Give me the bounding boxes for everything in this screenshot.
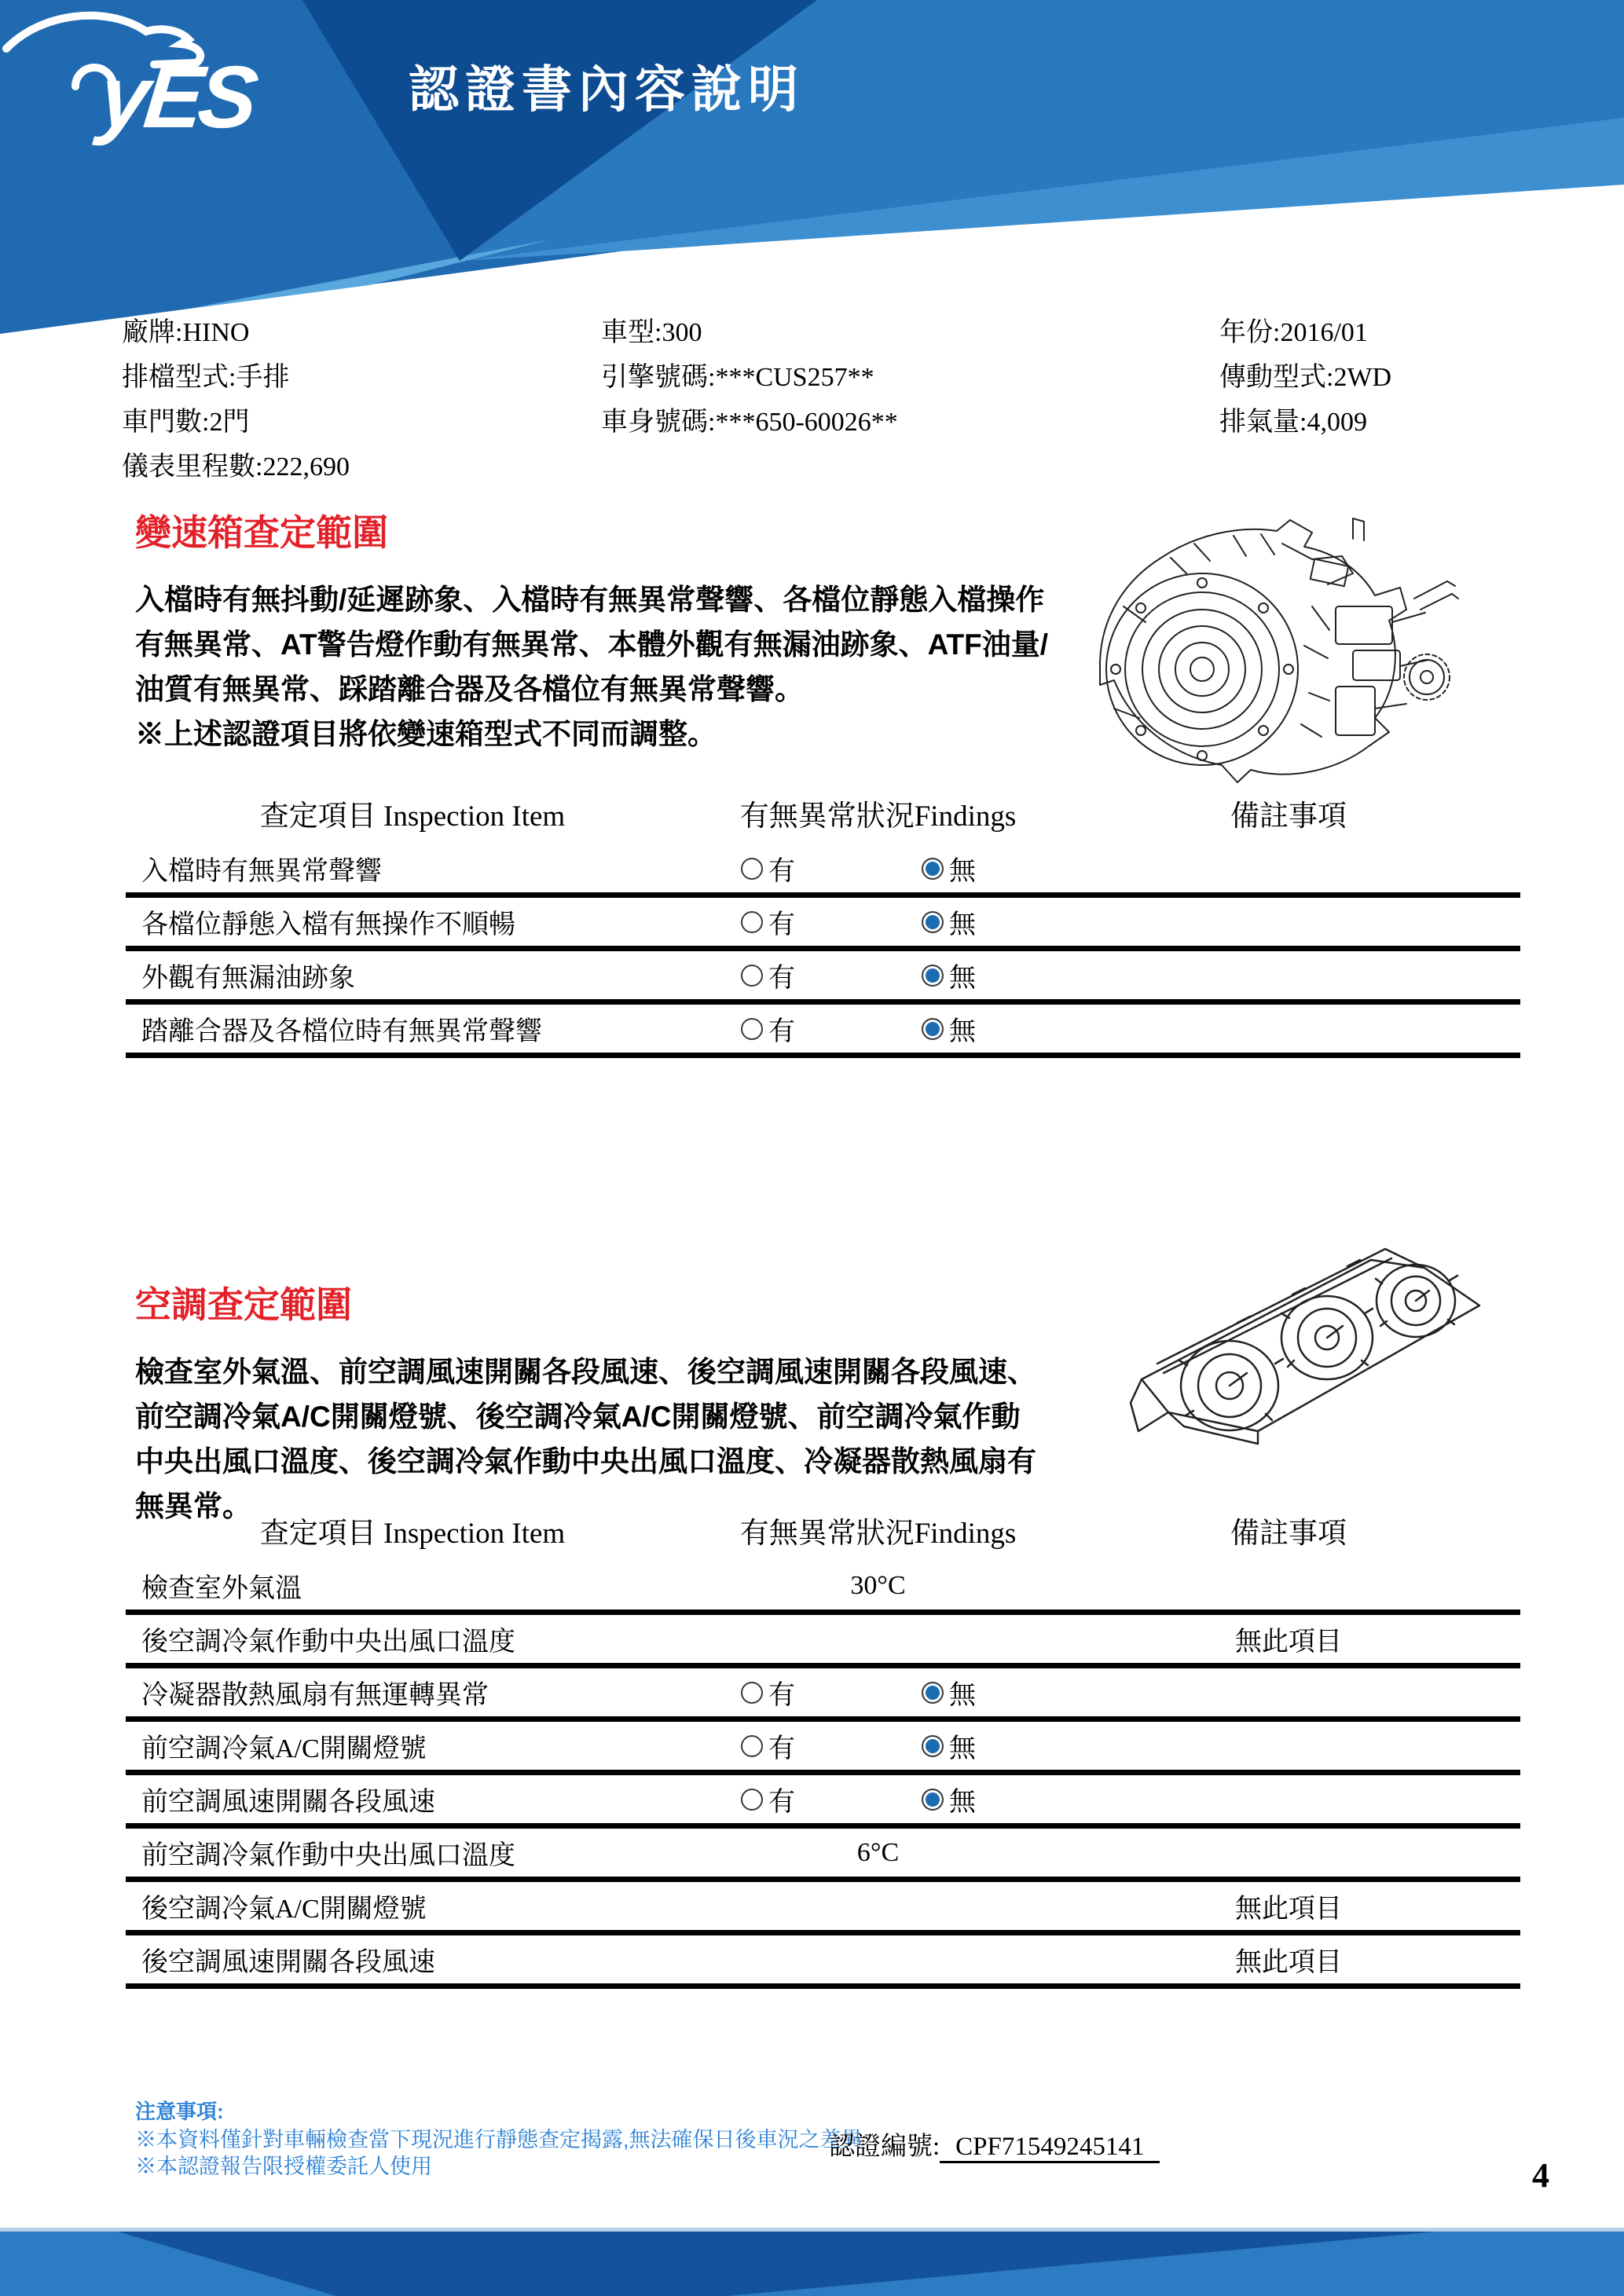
row-item-label: 前空調風速開關各段風速 xyxy=(141,1788,435,1817)
radio-circle-yes xyxy=(741,965,763,987)
table-row xyxy=(126,1005,1520,1058)
radio-label-no: 無 xyxy=(949,1681,976,1710)
table-row xyxy=(126,1882,1520,1935)
finding-value: 30°C xyxy=(850,1570,906,1600)
row-item-label: 前空調冷氣作動中央出風口溫度 xyxy=(141,1841,515,1870)
radio-option-no xyxy=(922,1005,976,1053)
radio-label-no: 無 xyxy=(949,1734,976,1763)
row-item-label: 冷凝器散熱風扇有無運轉異常 xyxy=(141,1681,489,1710)
transmission-line-drawing xyxy=(1076,512,1461,783)
radio-circle-yes xyxy=(741,1018,763,1040)
transmission-section-title: 變速箱查定範圍 xyxy=(135,512,388,553)
radio-option-no xyxy=(922,844,976,892)
remark-value: 無此項目 xyxy=(1235,1948,1342,1977)
ac-control-line-drawing xyxy=(1112,1225,1505,1461)
desc-line: 中央出風口溫度、後空調冷氣作動中央出風口溫度、冷凝器散熱風扇有 xyxy=(135,1445,1036,1478)
radio-option-yes xyxy=(741,844,795,892)
radio-option-yes xyxy=(741,951,795,999)
header-inspection-item: 查定項目 Inspection Item xyxy=(259,800,566,833)
table-row xyxy=(126,1722,1520,1775)
radio-circle-yes xyxy=(741,1735,763,1757)
ac-table-header xyxy=(126,1499,1520,1562)
radio-circle-yes xyxy=(741,911,763,933)
remark-value: 無此項目 xyxy=(1235,1628,1342,1657)
radio-label-no: 無 xyxy=(949,1788,976,1817)
radio-circle-no-selected xyxy=(922,858,944,880)
table-row xyxy=(126,1562,1520,1615)
radio-option-yes xyxy=(741,1668,795,1716)
desc-line: 前空調冷氣A/C開關燈號、後空調冷氣A/C開關燈號、前空調冷氣作動 xyxy=(135,1401,1021,1433)
desc-line: 無異常。 xyxy=(135,1490,251,1522)
radio-label-no: 無 xyxy=(949,964,976,993)
row-item-label: 踏離合器及各檔位時有無異常聲響 xyxy=(141,1017,542,1046)
radio-option-no xyxy=(922,1668,976,1716)
header-findings: 有無異常狀況Findings xyxy=(739,800,1017,833)
car-silhouette-icon xyxy=(0,0,220,118)
radio-circle-no-selected xyxy=(922,1682,944,1704)
header-remark: 備註事項 xyxy=(1230,800,1347,833)
table-row xyxy=(126,844,1520,898)
vehicle-info-col3 xyxy=(1219,313,1391,447)
certificate-number-value: CPF71549245141 xyxy=(940,2133,1160,2163)
table-row xyxy=(126,1615,1520,1668)
transmission-table xyxy=(126,782,1520,1058)
row-item-label: 後空調風速開關各段風速 xyxy=(141,1948,435,1977)
desc-line: 入檔時有無抖動/延遲跡象、入檔時有無異常聲響、各檔位靜態入檔操作 xyxy=(135,584,1045,616)
table-row xyxy=(126,1775,1520,1829)
footer-banner xyxy=(0,2228,1624,2296)
info-model: 車型:300 xyxy=(601,318,702,347)
row-item-label: 前空調冷氣A/C開關燈號 xyxy=(141,1734,427,1763)
desc-line: ※上述認證項目將依變速箱型式不同而調整。 xyxy=(135,718,717,750)
desc-line: 有無異常、AT警告燈作動有無異常、本體外觀有無漏油跡象、ATF油量/ xyxy=(135,628,1049,661)
info-doors: 車門數:2門 xyxy=(122,408,250,437)
radio-option-no xyxy=(922,1775,976,1823)
info-displacement: 排氣量:4,009 xyxy=(1219,408,1367,437)
table-row xyxy=(126,951,1520,1005)
page-number: 4 xyxy=(1532,2156,1549,2195)
desc-line: 油質有無異常、踩踏離合器及各檔位有無異常聲響。 xyxy=(135,673,804,705)
info-vin: 車身號碼:***650-60026** xyxy=(601,408,898,437)
radio-option-yes xyxy=(741,1722,795,1770)
certificate-number-label: 認證編號: xyxy=(829,2133,940,2161)
radio-circle-no-selected xyxy=(922,1735,944,1757)
yes-logo: yES xyxy=(95,48,258,146)
radio-label-yes: 有 xyxy=(768,1788,795,1817)
desc-line: 檢查室外氣溫、前空調風速開關各段風速、後空調風速開關各段風速、 xyxy=(135,1356,1036,1388)
table-row xyxy=(126,1829,1520,1882)
table-row xyxy=(126,898,1520,951)
notes-line: ※本資料僅針對車輛檢查當下現況進行靜態查定揭露,無法確保日後車況之差異 xyxy=(135,2128,863,2151)
table-row xyxy=(126,1935,1520,1989)
certificate-number xyxy=(829,2126,1160,2162)
radio-circle-no-selected xyxy=(922,965,944,987)
radio-label-yes: 有 xyxy=(768,1681,795,1710)
notes-line: ※本認證報告限授權委託人使用 xyxy=(135,2155,432,2178)
radio-option-no xyxy=(922,1722,976,1770)
transmission-table-header xyxy=(126,782,1520,844)
header-banner xyxy=(0,0,1624,338)
finding-value: 6°C xyxy=(856,1837,900,1867)
radio-label-no: 無 xyxy=(949,857,976,886)
info-brand: 廠牌:HINO xyxy=(122,318,250,347)
info-engine-no: 引擎號碼:***CUS257** xyxy=(601,363,874,392)
radio-label-yes: 有 xyxy=(768,910,795,939)
row-item-label: 入檔時有無異常聲響 xyxy=(141,857,382,886)
radio-option-yes xyxy=(741,898,795,946)
row-item-label: 檢查室外氣溫 xyxy=(141,1574,302,1603)
remark-value: 無此項目 xyxy=(1235,1895,1342,1924)
radio-label-yes: 有 xyxy=(768,857,795,886)
radio-circle-yes xyxy=(741,1682,763,1704)
vehicle-info-col1 xyxy=(122,313,350,492)
radio-circle-yes xyxy=(741,1789,763,1811)
vehicle-info-col2 xyxy=(601,313,898,447)
info-drivetrain: 傳動型式:2WD xyxy=(1219,363,1392,392)
table-row xyxy=(126,1668,1520,1722)
radio-label-yes: 有 xyxy=(768,1017,795,1046)
transmission-section-description xyxy=(135,577,1086,756)
radio-label-no: 無 xyxy=(949,910,976,939)
radio-circle-no-selected xyxy=(922,1789,944,1811)
ac-section-title: 空調查定範圍 xyxy=(135,1284,352,1325)
info-year: 年份:2016/01 xyxy=(1219,318,1368,347)
radio-label-no: 無 xyxy=(949,1017,976,1046)
radio-option-no xyxy=(922,898,976,946)
info-odometer: 儀表里程數:222,690 xyxy=(122,452,350,482)
header-remark: 備註事項 xyxy=(1230,1518,1347,1550)
row-item-label: 外觀有無漏油跡象 xyxy=(141,964,355,993)
header-inspection-item: 查定項目 Inspection Item xyxy=(259,1518,566,1550)
header-findings: 有無異常狀況Findings xyxy=(739,1518,1017,1550)
row-item-label: 後空調冷氣A/C開關燈號 xyxy=(141,1895,427,1924)
row-item-label: 各檔位靜態入檔有無操作不順暢 xyxy=(141,910,515,939)
radio-label-yes: 有 xyxy=(768,1734,795,1763)
page-title: 認證書內容說明 xyxy=(409,61,805,118)
radio-option-no xyxy=(922,951,976,999)
notes-title: 注意事項: xyxy=(135,2100,224,2123)
ac-table xyxy=(126,1499,1520,1989)
radio-circle-no-selected xyxy=(922,1018,944,1040)
info-gearbox-type: 排檔型式:手排 xyxy=(122,363,290,392)
radio-circle-no-selected xyxy=(922,911,944,933)
radio-option-yes xyxy=(741,1005,795,1053)
radio-option-yes xyxy=(741,1775,795,1823)
radio-label-yes: 有 xyxy=(768,964,795,993)
row-item-label: 後空調冷氣作動中央出風口溫度 xyxy=(141,1628,515,1657)
radio-circle-yes xyxy=(741,858,763,880)
